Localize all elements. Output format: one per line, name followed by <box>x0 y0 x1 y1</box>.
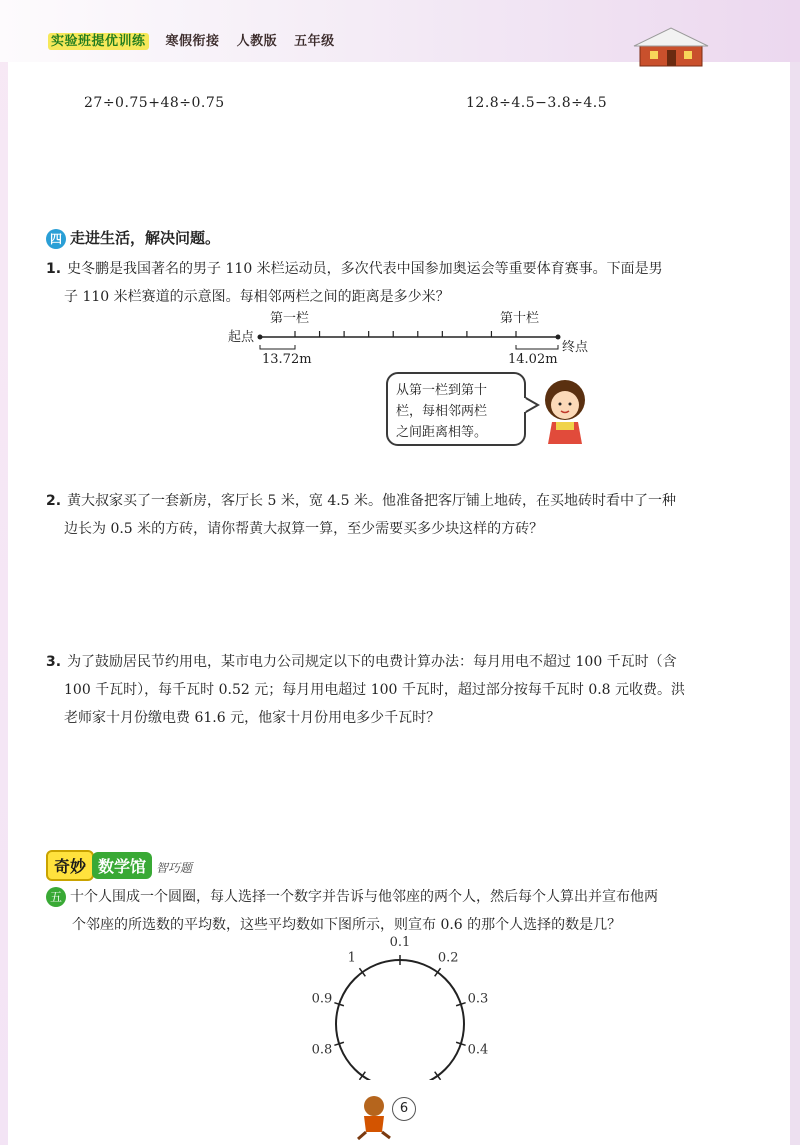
circle-label: 0.2 <box>437 950 459 966</box>
circle-label: 0.9 <box>311 991 333 1007</box>
circle-outline <box>336 960 464 1080</box>
runner-mascot-illustration <box>352 1092 392 1140</box>
section-5-line-2: 个邻座的所选数的平均数，这些平均数如下图所示，则宣布 0.6 的那个人选择的数是几？ <box>72 917 622 933</box>
label-start: 起点 <box>228 330 255 345</box>
qimiao-part-2: 数学馆 <box>92 852 152 879</box>
question-1-number: 1. <box>46 261 62 277</box>
question-2-line-1: 2. 黄大叔家买了一套新房，客厅长 5 米，宽 4.5 米。他准备把客厅铺上地砖，在买地砖时看中了一种 <box>46 493 677 509</box>
label-start-distance: 13.72m <box>262 352 312 367</box>
question-3 <box>46 648 766 732</box>
brand-title: 实验班提优训练 <box>48 33 149 50</box>
speech-bubble-tail <box>524 395 540 415</box>
section-5-badge: 五 <box>46 887 66 907</box>
circle-label: 0.4 <box>467 1042 489 1058</box>
qimiao-part-3: 智巧题 <box>156 861 193 875</box>
speech-bubble: 从第一栏到第十 栏，每相邻两栏 之间距离相等。 <box>386 372 526 446</box>
girl-character-illustration <box>540 378 590 446</box>
qimiao-part-1: 奇妙 <box>46 850 94 881</box>
section-4-title <box>46 227 220 249</box>
question-3-line-2: 100 千瓦时），每千瓦时 0.52 元；每月用电超过 100 千瓦时，超过部分按每千瓦时 0.8 元收费。洪 <box>64 682 686 698</box>
header-brand <box>48 30 347 49</box>
circle-label: 0.8 <box>311 1042 333 1058</box>
circle-label: 0.3 <box>467 991 489 1007</box>
section-4-heading: 走进生活，解决问题。 <box>70 229 221 247</box>
circle-diagram <box>300 935 500 1080</box>
question-2-number: 2. <box>46 493 62 509</box>
question-2-line-2: 边长为 0.5 米的方砖，请你帮黄大叔算一算，至少需要买多少块这样的方砖？ <box>64 521 544 537</box>
label-end-distance: 14.02m <box>508 352 558 367</box>
circle-label: 1 <box>347 950 356 966</box>
label-first-hurdle: 第一栏 <box>270 311 310 326</box>
question-1-line-1: 1. 史冬鹏是我国著名的男子 110 米栏运动员，多次代表中国参加奥运会等重要体育赛事。下面是男 <box>46 261 663 277</box>
section-5-line-1: 五 十个人围成一个圆圈，每人选择一个数字并告诉与他邻座的两个人，然后每个人算出并宣布他两 <box>46 883 766 911</box>
calc-problem-1: 27÷0.75+48÷0.75 <box>84 95 225 111</box>
calc-problem-2: 12.8÷4.5−3.8÷4.5 <box>466 95 608 111</box>
question-1 <box>46 255 766 311</box>
label-tenth-hurdle: 第十栏 <box>500 311 540 326</box>
question-3-number: 3. <box>46 654 62 670</box>
page-left-edge <box>0 0 8 1145</box>
circle-label: 0.1 <box>389 935 411 950</box>
brand-grade: 五年级 <box>294 34 335 49</box>
section-5 <box>46 883 766 939</box>
question-3-line-3: 老师家十月份缴电费 61.6 元，他家十月份用电多少千瓦时？ <box>64 710 441 726</box>
page-number: 6 <box>392 1097 416 1121</box>
section-4-badge: 四 <box>46 229 66 249</box>
house-illustration <box>632 26 710 68</box>
brand-subtitle: 寒假衔接 <box>165 34 220 49</box>
question-2 <box>46 487 766 543</box>
brand-edition: 人教版 <box>236 34 278 49</box>
question-1-line-2: 子 110 米栏赛道的示意图。每相邻两栏之间的距离是多少米？ <box>64 289 450 305</box>
page-right-edge <box>790 0 800 1145</box>
label-end: 终点 <box>562 340 589 355</box>
qimiao-header <box>46 850 192 881</box>
question-3-line-1: 3. 为了鼓励居民节约用电，某市电力公司规定以下的电费计算办法：每月用电不超过 100 千瓦时（含 <box>46 654 677 670</box>
